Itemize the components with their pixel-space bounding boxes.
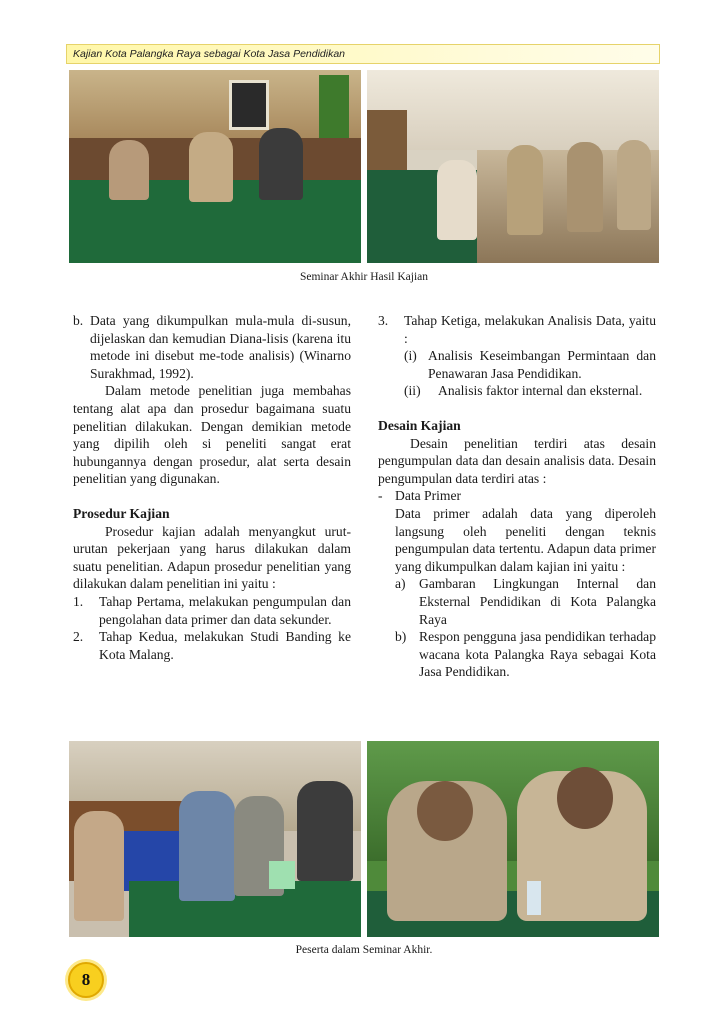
- left-column: [73, 312, 351, 663]
- paragraph-prosedur: Prosedur kajian adalah menyangkut urut-urutan pekerjaan yang harus dilakukan dalam suatu penelitian. Adapun prosedur penelitian yang dilakukan dalam penelitian ini yaitu :: [73, 523, 351, 592]
- heading-prosedur: Prosedur Kajian: [73, 505, 170, 521]
- list-item-data-primer: [378, 487, 656, 505]
- list-text: Tahap Ketiga, melakukan Analisis Data, yaitu :: [404, 313, 656, 346]
- list-marker: 2.: [73, 629, 84, 645]
- list-label: Data Primer: [395, 488, 462, 504]
- caption-top: Seminar Akhir Hasil Kajian: [299, 271, 429, 283]
- caption-bottom: Peserta dalam Seminar Akhir.: [295, 944, 433, 956]
- list-item-step-2: [73, 628, 351, 663]
- list-marker: b): [395, 629, 407, 645]
- page-number-badge: 8: [68, 962, 104, 998]
- list-item-b: [73, 312, 351, 382]
- list-item-sub-ii: [378, 382, 656, 400]
- list-item-sub-i: [378, 347, 656, 382]
- photo-seminar-audience: [367, 70, 659, 263]
- list-item-a: [378, 575, 656, 628]
- right-column: [378, 312, 656, 681]
- list-text: Data yang dikumpulkan mula-mula di-susun, dijelaskan dan kemudian Diana-lisis (karena itu metode ini disebut me-tode analisis) (Winarno Surakhmad, 1992).: [90, 313, 351, 381]
- list-marker: a): [395, 576, 406, 592]
- list-item-b-right: [378, 628, 656, 681]
- list-text: Tahap Kedua, melakukan Studi Banding ke Kota Malang.: [99, 629, 351, 662]
- photo-participants-speaking: [367, 741, 659, 937]
- list-marker: (i): [404, 348, 417, 364]
- list-marker: (ii): [404, 383, 421, 399]
- list-item-step-1: [73, 593, 351, 628]
- paragraph-method: Dalam metode penelitian juga membahas tentang alat apa dan prosedur bagaimana suatu penelitian dilakukan. Dengan demikian metode yang dipilih oleh si peneliti sangat erat hubungannya dengan prosedur, alat serta desain penelitian yang digunakan.: [73, 383, 351, 487]
- running-header: [66, 44, 660, 64]
- list-marker: 3.: [378, 313, 389, 328]
- paragraph-desain: Desain penelitian terdiri atas desain pengumpulan data dan desain analisis data. Desain pengumpulan data terdiri atas :: [378, 435, 656, 486]
- list-text: Analisis faktor internal dan eksternal.: [438, 383, 643, 399]
- running-header-title: Kajian Kota Palangka Raya sebagai Kota Jasa Pendidikan: [73, 48, 346, 60]
- photo-participants-table: [69, 741, 361, 937]
- list-item-step-3: [378, 312, 656, 347]
- photo-seminar-panel: [69, 70, 361, 263]
- list-text: Analisis Keseimbangan Permintaan dan Penawaran Jasa Pendidikan.: [428, 348, 656, 381]
- list-text: Tahap Pertama, melakukan pengumpulan dan pengolahan data primer dan data sekunder.: [99, 593, 351, 627]
- list-marker: -: [378, 488, 383, 504]
- list-marker: 1.: [73, 593, 84, 609]
- heading-desain: Desain Kajian: [378, 417, 461, 433]
- list-text: Gambaran Lingkungan Internal dan Eksternal Pendidikan di Kota Palangka Raya: [419, 576, 656, 627]
- list-text: Respon pengguna jasa pendidikan terhadap wacana kota Palangka Raya sebagai Kota Jasa Pendidikan.: [419, 629, 656, 680]
- list-marker: b.: [73, 313, 84, 328]
- paragraph-data-primer: Data primer adalah data yang diperoleh langsung oleh peneliti dengan teknis pengumpulan data tertentu. Adapun data primer yang dikumpulkan dalam kajian ini yaitu :: [395, 505, 656, 574]
